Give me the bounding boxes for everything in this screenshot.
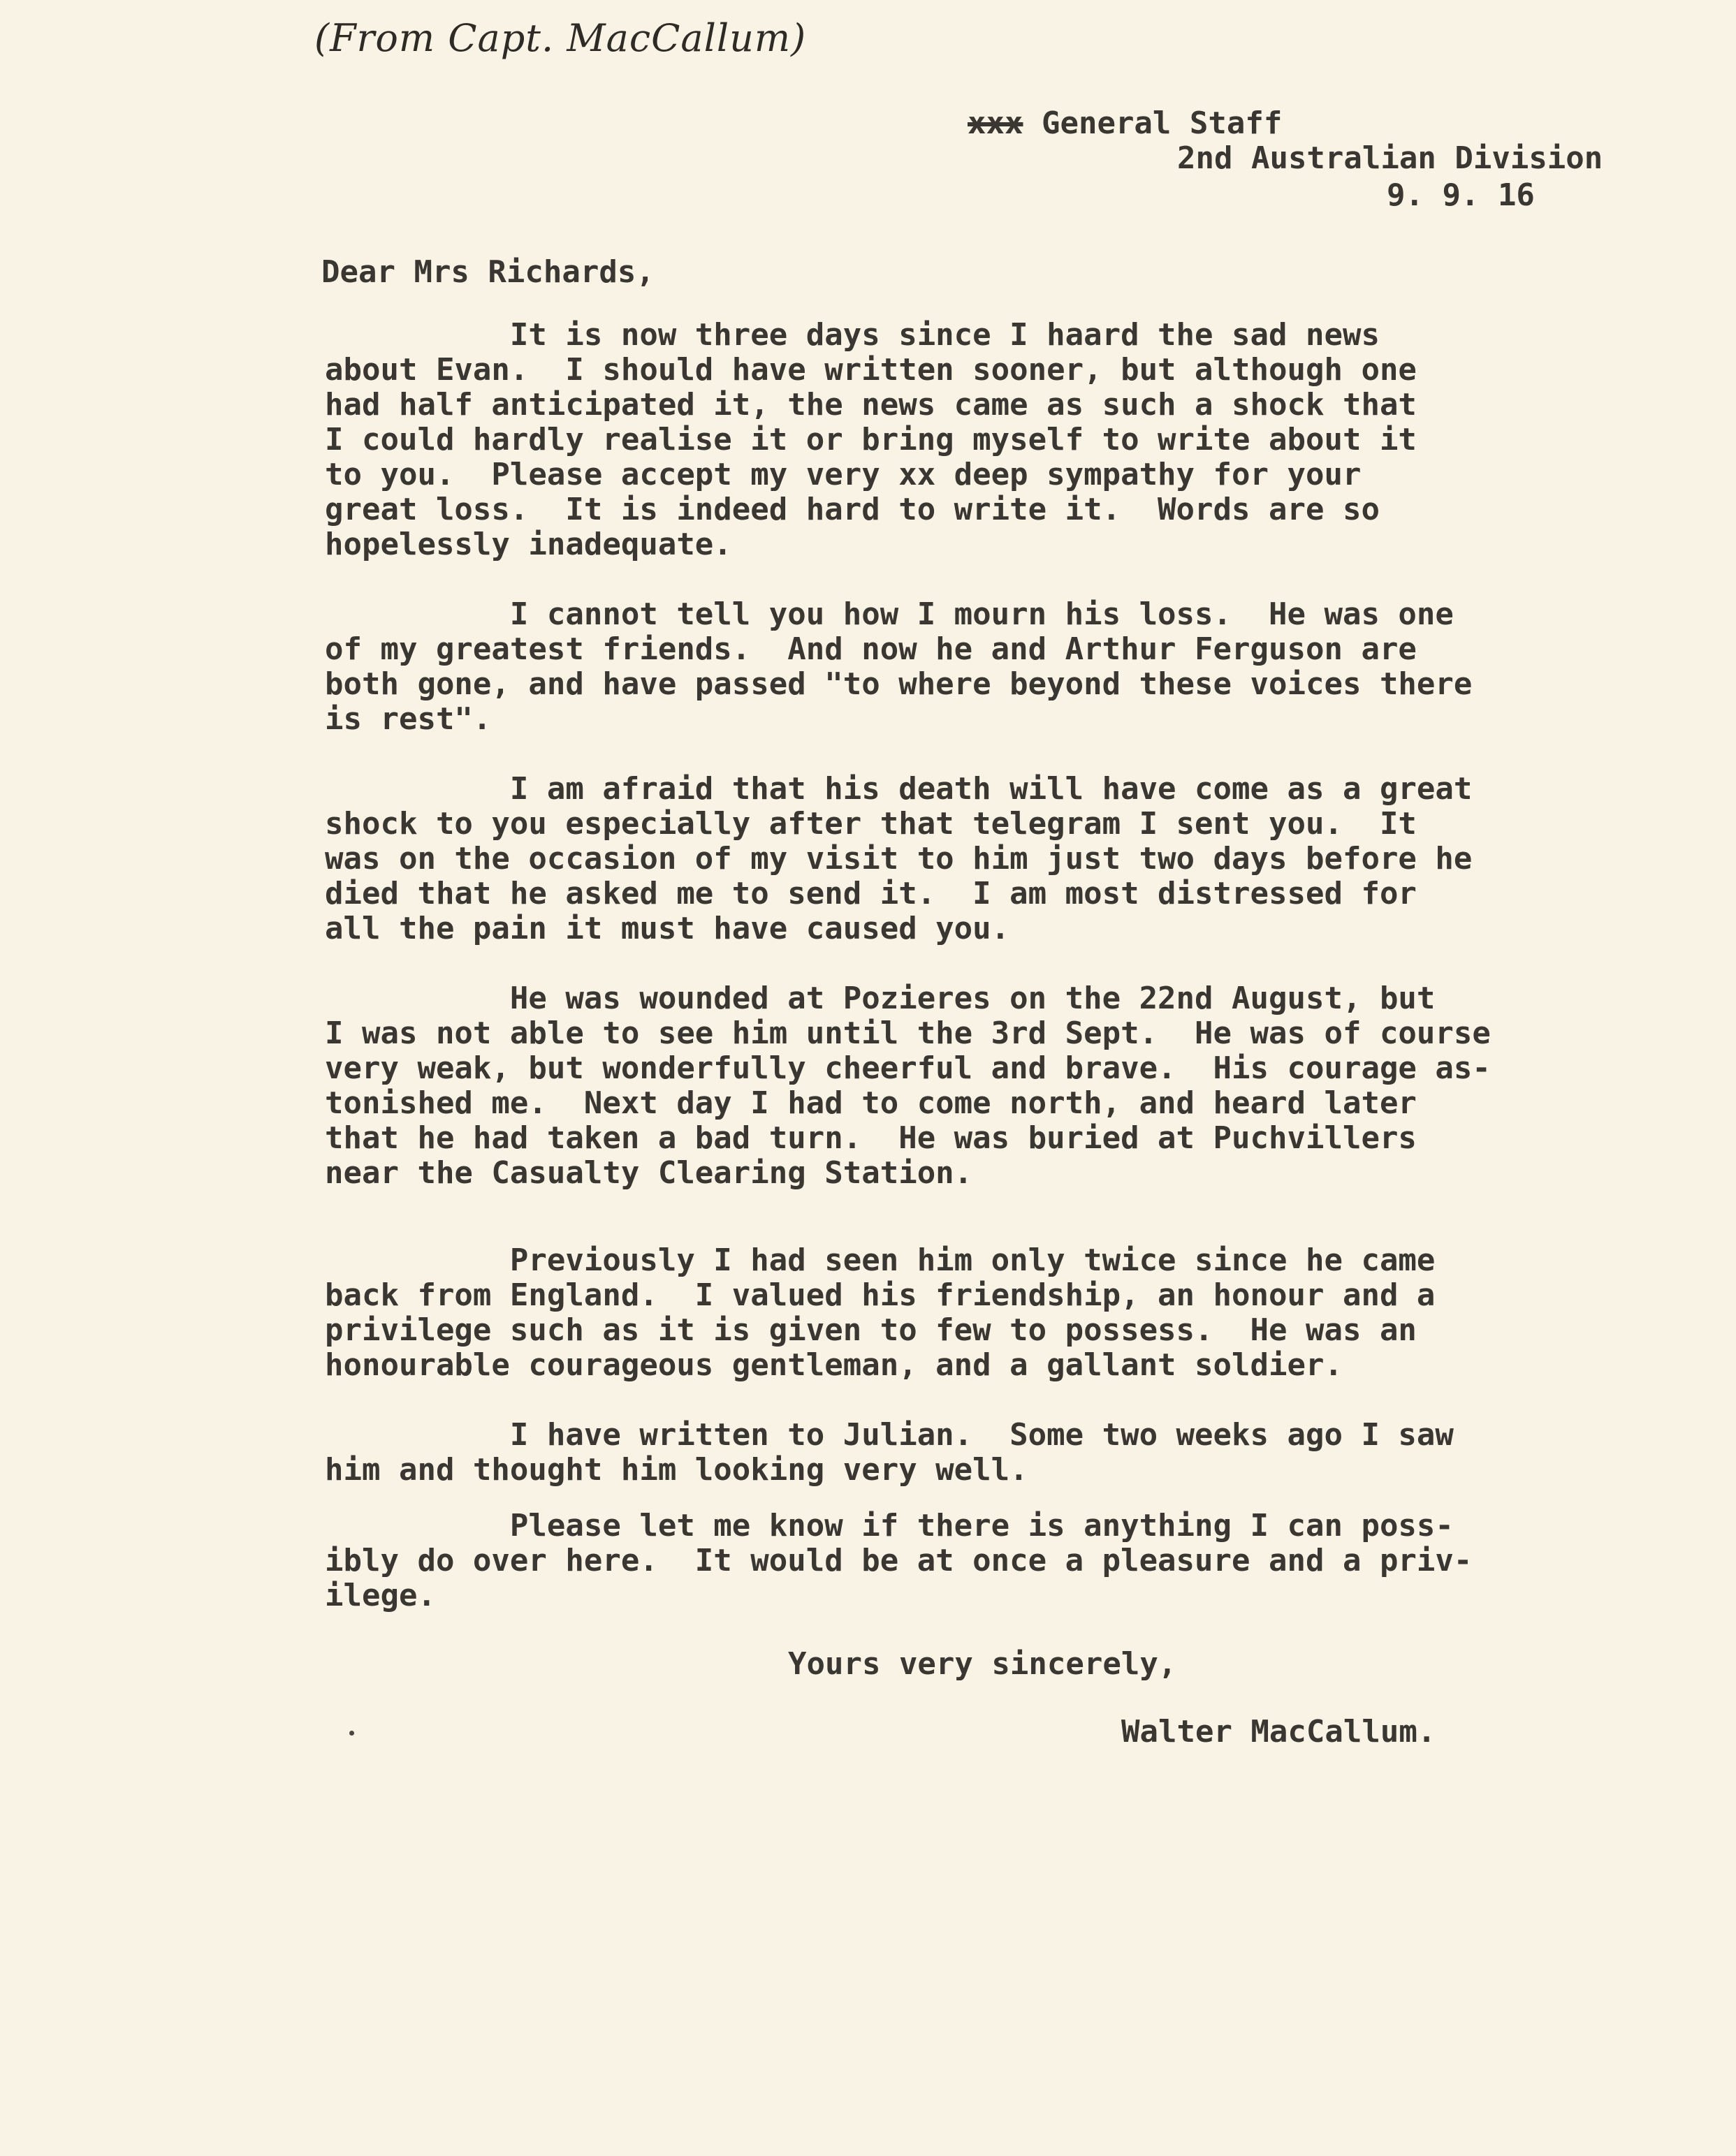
paragraph-line: very weak, but wonderfully cheerful and brave. His courage as- [325, 1050, 1491, 1086]
paragraph-line: near the Casualty Clearing Station. [325, 1155, 973, 1191]
salutation: Dear Mrs Richards, [321, 254, 655, 290]
letterhead-general-staff [968, 106, 1282, 141]
paragraph-line: shock to you especially after that telegram I sent you. It [325, 806, 1417, 842]
paragraph-line: great loss. It is indeed hard to write it. Words are so [325, 492, 1380, 527]
paragraph-line: back from England. I valued his friendship, an honour and a [325, 1277, 1436, 1313]
letterhead-division: 2nd Australian Division [1177, 140, 1603, 176]
paragraph-line: hopelessly inadequate. [325, 527, 732, 562]
paragraph-line: Previously I had seen him only twice since he came [325, 1242, 1436, 1278]
paragraph-line: of my greatest friends. And now he and Arthur Ferguson are [325, 631, 1417, 667]
paragraph-6 [325, 1418, 1652, 1488]
paragraph-line: ilege. [325, 1578, 436, 1613]
paragraph-line: both gone, and have passed "to where beyond these voices there [325, 666, 1473, 702]
letterhead-line-1: General Staff [1041, 105, 1283, 141]
paragraph-line: honourable courageous gentleman, and a gallant soldier. [325, 1347, 1343, 1383]
paragraph-line: I was not able to see him until the 3rd Sept. He was of course [325, 1015, 1491, 1051]
paragraph-2 [325, 597, 1652, 737]
paragraph-line: Please let me know if there is anything I can poss- [325, 1508, 1454, 1543]
paragraph-line: about Evan. I should have written sooner, but although one [325, 352, 1417, 388]
paragraph-1 [325, 318, 1652, 562]
paragraph-line: to you. Please accept my very xx deep sympathy for your [325, 457, 1362, 492]
paragraph-line: It is now three days since I haard the sad news [325, 317, 1380, 353]
paragraph-line: He was wounded at Pozieres on the 22nd August, but [325, 981, 1436, 1016]
ink-speck [349, 1731, 354, 1736]
paragraph-7 [325, 1509, 1652, 1613]
paragraph-4 [325, 981, 1652, 1191]
closing: Yours very sincerely, [788, 1646, 1177, 1682]
paragraph-line: died that he asked me to send it. I am most distressed for [325, 876, 1417, 911]
struck-out-text: xxx [968, 105, 1023, 141]
paragraph-line: that he had taken a bad turn. He was buried at Puchvillers [325, 1120, 1417, 1156]
signature: Walter MacCallum. [1121, 1714, 1436, 1750]
paragraph-line: I am afraid that his death will have come as a great [325, 771, 1473, 807]
paragraph-line: is rest". [325, 701, 492, 737]
paragraph-line: ibly do over here. It would be at once a pleasure and a priv- [325, 1543, 1473, 1578]
paragraph-3 [325, 772, 1652, 946]
paragraph-line: all the pain it must have caused you. [325, 911, 1010, 946]
letter-date: 9. 9. 16 [1387, 177, 1535, 213]
paragraph-line: privilege such as it is given to few to possess. He was an [325, 1312, 1417, 1348]
paragraph-line: had half anticipated it, the news came as such a shock that [325, 387, 1417, 423]
handwritten-annotation: (From Capt. MacCallum) [314, 16, 807, 60]
paragraph-line: tonished me. Next day I had to come north, and heard later [325, 1085, 1417, 1121]
paragraph-line: was on the occasion of my visit to him just two days before he [325, 841, 1473, 877]
paragraph-5 [325, 1243, 1652, 1383]
paragraph-line: I have written to Julian. Some two weeks ago I saw [325, 1417, 1454, 1453]
paragraph-line: him and thought him looking very well. [325, 1452, 1028, 1488]
paragraph-line: I cannot tell you how I mourn his loss. He was one [325, 596, 1454, 632]
paragraph-line: I could hardly realise it or bring myself to write about it [325, 422, 1417, 457]
